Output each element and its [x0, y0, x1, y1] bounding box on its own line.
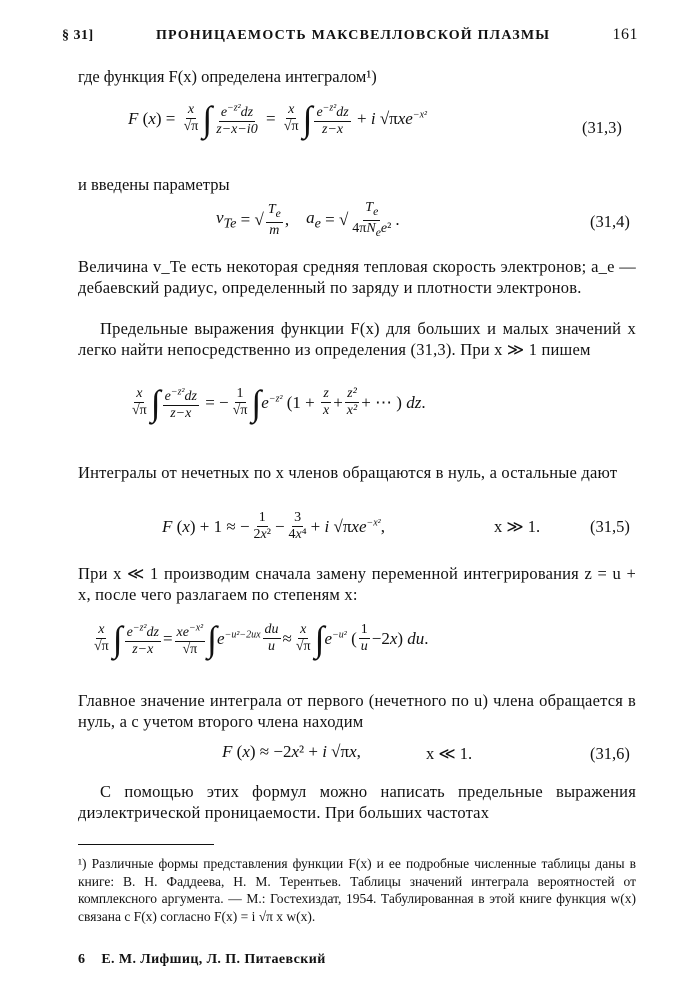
section-marker: § 31] [62, 28, 94, 43]
paragraph-parameters: и введены параметры [78, 175, 230, 194]
paragraph-principal-value: Главное значение интеграла от первого (нечетного по u) члена обращается в нуль, а с учетом второго члена находим [78, 691, 636, 731]
equation-31-5: F ( x ) + 1 ≈ − $\frac{1}{\text{2x²}}$ − $\frac{3}{\text{4x⁴}}$ + i √π $xe^{-x^2}$ , [162, 510, 385, 542]
equation-label-31-5: (31,5) [590, 517, 630, 536]
equation-label-31-4: (31,4) [590, 212, 630, 231]
footnote: ¹) Различные формы представления функции F(x) и ее подробные численные таблицы даны в книге: В. Н. Фаддеева, Н. М. Терентьев. Таблицы значений интеграла вероятностей от комплексного аргумента. — М.: Гостехиздат, 1954. Табулированная в этой книге функция w(x) связана с F(x) согласно F(x) = i √π x w(x). [78, 856, 636, 924]
equation-condition-31-5: x ≫ 1. [494, 517, 541, 536]
signature-mark: 6 [78, 952, 86, 967]
running-title: ПРОНИЦАЕМОСТЬ МАКСВЕЛЛОВСКОЙ ПЛАЗМЫ [155, 28, 551, 43]
equation-31-4: $v_{Te}$ = √ $\frac{T_e}{m}$ , $a_e$ = √ $\frac{T_e}{4\pi N_ee^2}$ . [216, 200, 400, 239]
paragraph-limits: Предельные выражения функции F(x) для больших и малых значений x легко найти непосредственно из определения (31,3). При x ≫ 1 пишем [78, 319, 636, 359]
paragraph-velocity-definition: Величина v_Te есть некоторая средняя тепловая скорость электронов; a_e — дебаевский радиус, определенный по заряду и плотности электронов. [78, 257, 636, 297]
equation-31-3: F ( x ) = $\frac{x}{√\pi}$ ∫ $\frac{e^{-z^2}dz}{z-x-i0}$ = $\frac{x}{√\pi}$ ∫ $\frac{e^{-z^2}dz}{z-x}$ + i √π $xe^{-x^2}$ [128, 98, 428, 139]
paragraph-limiting-expressions: С помощью этих формул можно написать предельные выражения диэлектрической проницаемости. При больших частотах [78, 782, 636, 822]
equation-31-6: F ( x ) ≈ −2 x ² + i √π x , [222, 742, 361, 761]
page-number: 161 [612, 26, 638, 43]
page-footer [78, 952, 326, 968]
equation-label-31-3: (31,3) [582, 118, 622, 137]
paragraph-small-x: При x ≪ 1 производим сначала замену переменной интегрирования z = u + x, после чего разлагаем по степеням x: [78, 564, 636, 604]
paragraph-odd-terms: Интегралы от нечетных по x членов обращаются в нуль, а остальные дают [78, 463, 618, 482]
running-header [62, 26, 638, 44]
footnote-divider [78, 844, 214, 845]
authors-line: Е. М. Лифшиц, Л. П. Питаевский [101, 952, 326, 967]
equation-condition-31-6: x ≪ 1. [426, 744, 473, 763]
equation-label-31-6: (31,6) [590, 744, 630, 763]
equation-large-x-expansion: $\frac{x}{√\pi}$ ∫ $\frac{e^{-z^2}dz}{z-x}$ = − $\frac{1}{√\pi}$ ∫ $e^{-z^2}$ (1 + $\frac{z}{x}$ + $\frac{\text{z²}}{\text{x²}}$ + ⋯ ) dz . [132, 382, 426, 423]
paragraph-intro: где функция F(x) определена интегралом¹) [78, 67, 377, 86]
equation-small-x-expansion: $\frac{x}{√\pi}$ ∫ $\frac{e^{-z^2}dz}{z-x}$ = $\frac{xe^{-x^2}}{√\pi}$ ∫ $e^{-u^2-2ux}$ $\frac{du}{u}$ ≈ $\frac{x}{√\pi}$ ∫ $e^{-u^2}$ ( $\frac{1}{u}$ −2 x ) du . [94, 618, 429, 659]
